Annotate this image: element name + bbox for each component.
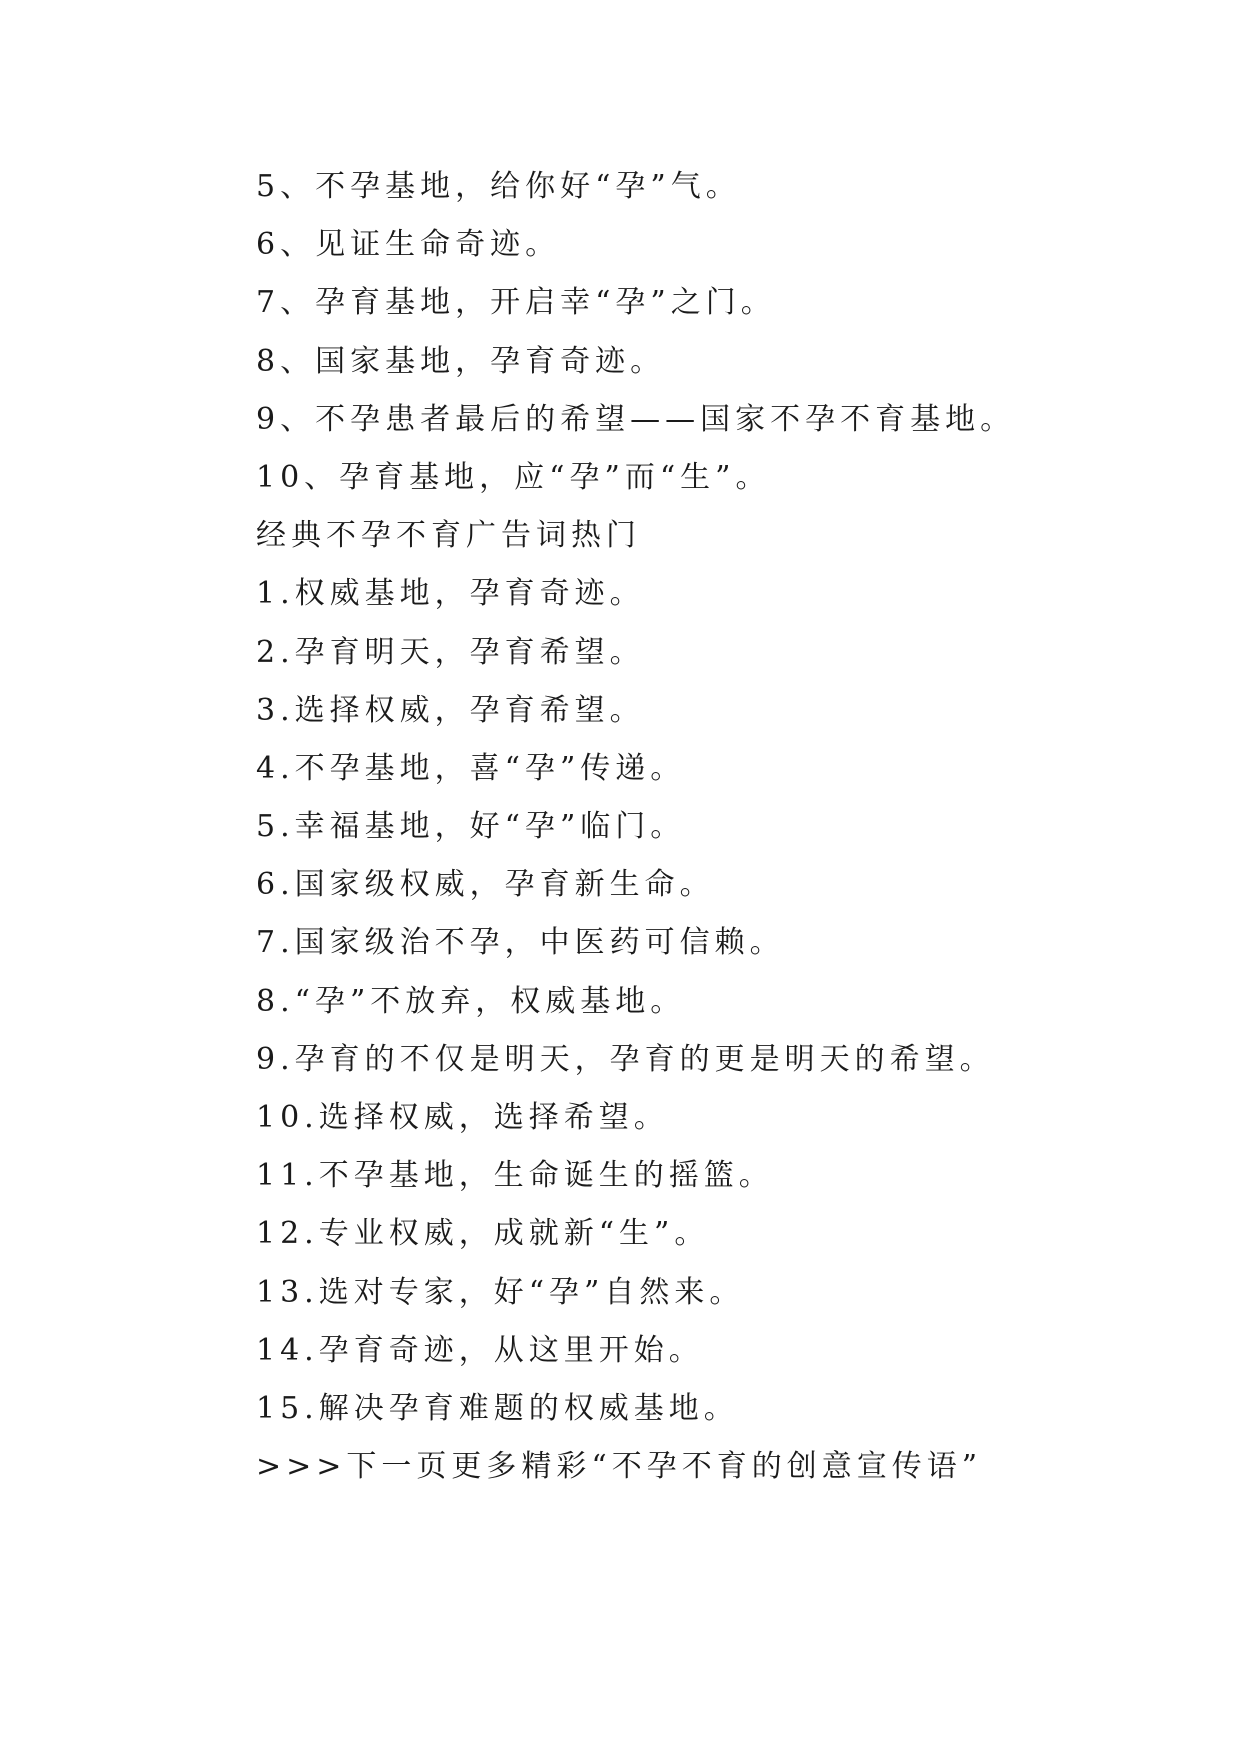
text-line: 14.孕育奇迹，从这里开始。 bbox=[256, 1332, 704, 1368]
text-line: 5.幸福基地，好“孕”临门。 bbox=[256, 809, 686, 845]
text-line: 3.选择权威，孕育希望。 bbox=[256, 692, 645, 728]
section-heading: 经典不孕不育广告词热门 bbox=[256, 518, 641, 554]
text-line: 1.权威基地，孕育奇迹。 bbox=[256, 576, 645, 612]
text-line: 13.选对专家，好“孕”自然来。 bbox=[256, 1274, 745, 1310]
document-body bbox=[256, 158, 1156, 1496]
text-line: 10.选择权威，选择希望。 bbox=[256, 1100, 669, 1135]
text-line: 8.“孕”不放弃，权威基地。 bbox=[256, 983, 686, 1019]
text-line: 7.国家级治不孕，中医药可信赖。 bbox=[256, 925, 785, 961]
text-line: 7、孕育基地，开启幸“孕”之门。 bbox=[256, 285, 776, 321]
text-line: 8、国家基地，孕育奇迹。 bbox=[256, 343, 666, 379]
next-page-link: >>>下一页更多精彩“不孕不育的创意宣传语” bbox=[256, 1449, 983, 1485]
text-line: 5、不孕基地，给你好“孕”气。 bbox=[256, 169, 741, 204]
text-line: 2.孕育明天，孕育希望。 bbox=[256, 634, 645, 670]
text-line: 10、孕育基地，应“孕”而“生”。 bbox=[256, 459, 771, 495]
text-line: 6.国家级权威，孕育新生命。 bbox=[256, 867, 715, 903]
text-line: 9、不孕患者最后的希望——国家不孕不育基地。 bbox=[256, 401, 1016, 437]
text-line: 6、见证生命奇迹。 bbox=[256, 227, 561, 263]
text-line: 4.不孕基地，喜“孕”传递。 bbox=[256, 750, 686, 786]
text-line: 9.孕育的不仅是明天，孕育的更是明天的希望。 bbox=[256, 1041, 995, 1077]
text-line: 15.解决孕育难题的权威基地。 bbox=[256, 1390, 739, 1426]
text-line: 11.不孕基地，生命诞生的摇篮。 bbox=[256, 1158, 774, 1194]
text-line: 12.专业权威，成就新“生”。 bbox=[256, 1216, 710, 1252]
